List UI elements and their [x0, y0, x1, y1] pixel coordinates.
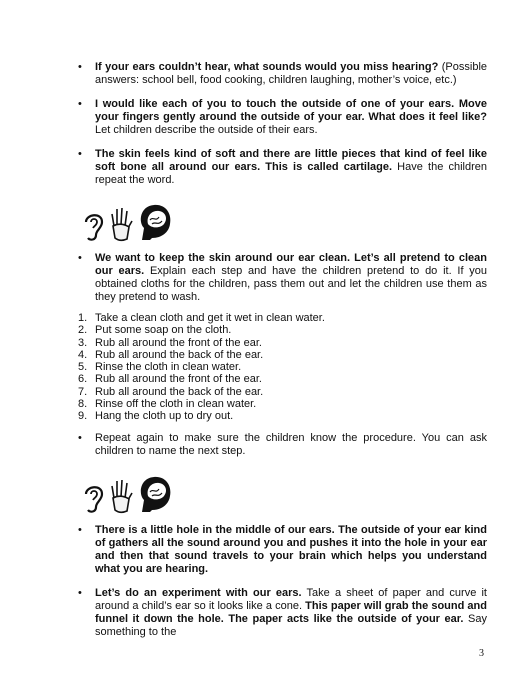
paragraph-5: Repeat again to make sure the children know the procedure. You can ask children to name the next step.	[95, 432, 487, 457]
paragraph-3-bold: The skin feels kind of soft and there are little pieces that kind of feel like soft bone all around our ears. This is called cartilage.	[95, 148, 487, 173]
paragraph-4	[95, 252, 487, 304]
bullet-1: •	[78, 61, 82, 73]
paragraph-3	[95, 148, 487, 187]
page-number: 3	[479, 648, 484, 659]
list-item: 2. Put some soap on the cloth.	[78, 324, 232, 337]
list-item: 3. Rub all around the front of the ear.	[78, 336, 262, 349]
icon-row-2	[82, 470, 174, 514]
bullet-6: •	[78, 524, 82, 536]
paragraph-3-text: Have the children repeat the word.	[95, 161, 487, 186]
list-item: 5. Rinse the cloth in clean water.	[78, 361, 242, 374]
paragraph-1	[95, 61, 487, 87]
icon-row-1	[82, 198, 174, 242]
paragraph-7-text-1: Take a sheet of paper and curve it around a child’s ear so it looks like a cone.	[95, 587, 487, 612]
list-item: 1. Take a clean cloth and get it wet in clean water.	[78, 312, 325, 324]
bullet-2: •	[78, 98, 82, 110]
paragraph-7	[95, 587, 487, 639]
list-item: 7. Rub all around the back of the ear.	[78, 385, 264, 398]
head-brain-icon	[136, 202, 174, 242]
list-item: 6. Rub all around the front of the ear.	[78, 373, 262, 386]
paragraph-6	[95, 524, 487, 576]
paragraph-1-bold: If your ears couldn’t hear, what sounds would you miss hearing?	[95, 61, 439, 73]
paragraph-6-bold: There is a little hole in the middle of our ears. The outside of your ear kind of gathers all the sound around you and pushes it into the hole in your ear and then that sound travels to your brain which helps you understand what you are hearing.	[95, 524, 487, 575]
paragraph-2	[95, 98, 487, 137]
paragraph-2-text: Let children describe the outside of their ears.	[95, 124, 318, 136]
cleaning-steps-list	[78, 312, 325, 423]
paragraph-1-text: (Possible answers: school bell, food cooking, children laughing, mother’s voice, etc.)	[95, 61, 487, 86]
paragraph-4-text: Explain each step and have the children pretend to do it. If you obtained cloths for the children, pass them out and let the children use them as they pretend to wash.	[95, 265, 488, 303]
paragraph-7-bold-2: This paper will grab the sound and funnel it down the hole. The paper acts like the outside of your ear.	[95, 600, 487, 625]
ear-icon	[82, 482, 106, 514]
bullet-3: •	[78, 148, 82, 160]
hand-icon	[108, 206, 134, 242]
list-item: 8. Rinse off the cloth in clean water.	[78, 398, 257, 411]
bullet-7: •	[78, 587, 82, 599]
bullet-5: •	[78, 432, 82, 444]
head-brain-icon	[136, 474, 174, 514]
paragraph-2-bold: I would like each of you to touch the outside of one of your ears. Move your fingers gently around the outside of your ear. What does it feel like?	[95, 98, 487, 123]
ear-icon	[82, 210, 106, 242]
hand-icon	[108, 478, 134, 514]
list-item: 9. Hang the cloth up to dry out.	[78, 410, 234, 423]
list-item: 4. Rub all around the back of the ear.	[78, 348, 264, 361]
paragraph-4-bold: We want to keep the skin around our ear clean. Let’s all pretend to clean our ears.	[95, 252, 487, 277]
paragraph-7-text-2: Say something to the	[95, 613, 487, 638]
paragraph-7-bold-1: Let’s do an experiment with our ears.	[95, 587, 302, 599]
bullet-4: •	[78, 252, 82, 264]
